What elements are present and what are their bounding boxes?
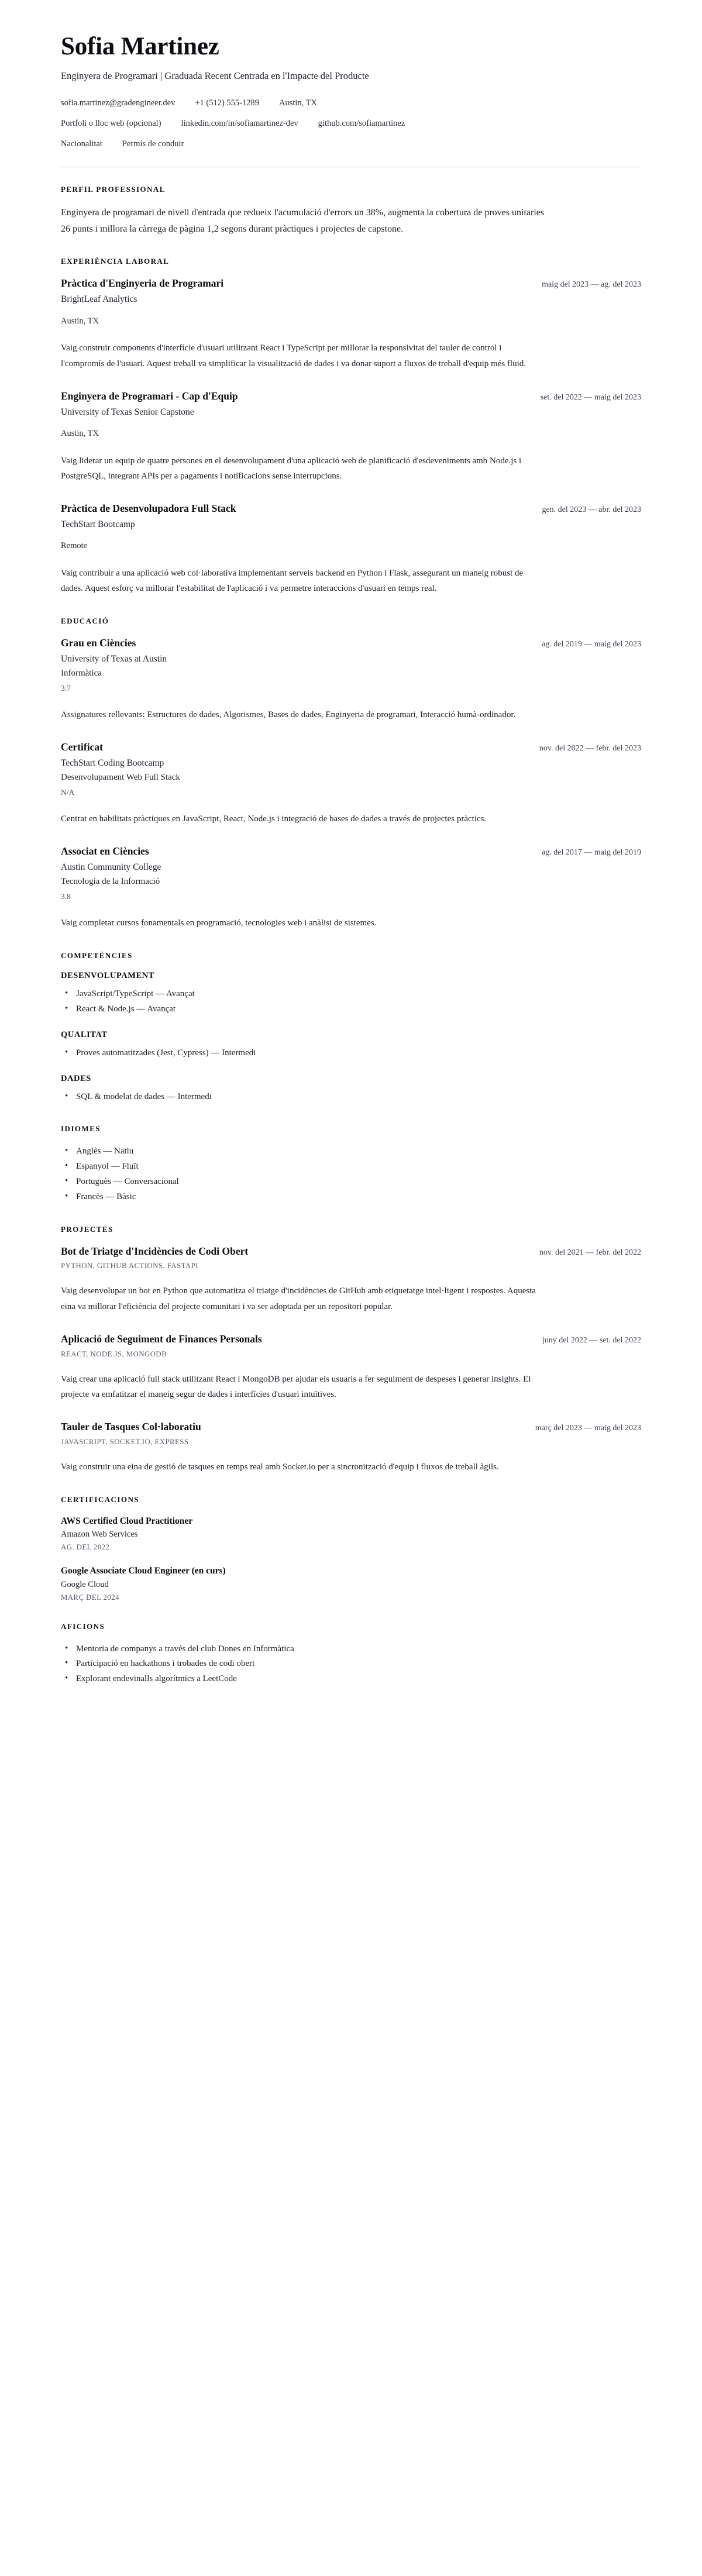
language-item: • Portuguès — Conversacional [61, 1175, 641, 1190]
certification-entry [61, 1565, 641, 1602]
section-experience [61, 257, 641, 597]
experience-entry-head [61, 390, 641, 404]
contact-github[interactable]: github.com/sofiamartinez [318, 118, 405, 128]
skill-group [61, 1030, 641, 1061]
project-description: Vaig desenvolupar un bot en Python que automatitza el triatge d'incidències de GitHub amb etiquetatge intel·ligent i respostes. Aquesta eina va millorar l'eficiència del projecte comunitari i va ser adoptada per un repositori popular. [61, 1286, 536, 1312]
project-tech-stack: REACT, NODE.JS, MONGODB [61, 1349, 167, 1358]
experience-role: Pràctica d'Enginyeria de Programari [61, 277, 224, 290]
project-name: Bot de Triatge d'Incidències de Codi Obert [61, 1245, 249, 1257]
project-name: Tauler de Tasques Col·laboratiu [61, 1421, 201, 1433]
education-description: Vaig completar cursos fonamentals en programació, tecnologies web i anàlisi de sistemes. [61, 918, 377, 928]
skill-item: • JavaScript/TypeScript — Avançat [61, 987, 641, 1002]
education-entry-head [61, 636, 641, 650]
interest-item: • Mentoria de companys a través del club Dones en Informàtica [61, 1642, 641, 1657]
education-degree: Certificat [61, 741, 103, 753]
project-date: març del 2023 — maig del 2023 [535, 1424, 641, 1433]
experience-entry [61, 502, 641, 597]
education-entry [61, 741, 641, 827]
education-gpa: N/A [61, 787, 75, 797]
education-entry-head [61, 741, 641, 755]
project-entry [61, 1245, 641, 1315]
experience-location: Remote [61, 541, 88, 551]
section-title-education: EDUCACIÓ [61, 617, 109, 626]
section-projects [61, 1225, 641, 1475]
section-languages [61, 1124, 641, 1204]
project-entry [61, 1420, 641, 1475]
language-list [61, 1144, 641, 1204]
contact-portfolio[interactable]: Portfoli o lloc web (opcional) [61, 118, 161, 128]
interest-item: • Explorant endevinalls algorítmics a LeetCode [61, 1672, 641, 1687]
education-field: Informàtica [61, 669, 102, 679]
experience-description: Vaig construir components d'interfície d'usuari utilitzant React i TypeScript per millorar la responsivitat del tauler de control i l'compromís de l'usuari. Aquest treball va simplificar la visualització de dades i va donar suport a fluxos de treball d'equip més fluid. [61, 343, 526, 369]
experience-role: Enginyera de Programari - Cap d'Equip [61, 390, 238, 402]
project-tech-stack: JAVASCRIPT, SOCKET.IO, EXPRESS [61, 1437, 189, 1446]
education-gpa: 3.8 [61, 891, 71, 901]
contact-email[interactable]: sofia.martinez@gradengineer.dev [61, 98, 176, 108]
education-description: Assignatures rellevants: Estructures de dades, Algorismes, Bases de dades, Enginyeria de programari, Interacció humà-ordinador. [61, 710, 516, 720]
education-description: Centrat en habilitats pràctiques en JavaScript, React, Node.js i integració de bases de dades a través de projectes pràctics. [61, 814, 487, 824]
section-title-experience: EXPERIÈNCIA LABORAL [61, 257, 170, 266]
section-title-summary: PERFIL PROFESSIONAL [61, 185, 166, 194]
certification-date: MARÇ DEL 2024 [61, 1593, 119, 1602]
experience-entry [61, 277, 641, 371]
project-description: Vaig construir una eina de gestió de tasques en temps real amb Socket.io per a sincronització d'equip i fluxos de treball àgils. [61, 1462, 499, 1472]
experience-role: Pràctica de Desenvolupadora Full Stack [61, 502, 236, 514]
section-skills [61, 951, 641, 1104]
contact-phone[interactable]: +1 (512) 555-1289 [195, 98, 259, 108]
education-school: TechStart Coding Bootcamp [61, 758, 164, 769]
experience-company: TechStart Bootcamp [61, 519, 135, 529]
education-entry [61, 636, 641, 723]
project-entry [61, 1332, 641, 1403]
certification-entry [61, 1515, 641, 1552]
project-entry-head [61, 1245, 641, 1259]
section-certifications [61, 1495, 641, 1602]
contact-driving-licence: Permís de conduir [122, 139, 184, 149]
contact-nationality: Nacionalitat [61, 139, 102, 149]
skill-group [61, 1074, 641, 1105]
education-gpa: 3.7 [61, 683, 71, 693]
project-entry-head [61, 1420, 641, 1434]
section-summary [61, 185, 641, 237]
certification-name: AWS Certified Cloud Practitioner [61, 1516, 193, 1526]
language-item: • Anglès — Natiu [61, 1144, 641, 1159]
section-title-languages: IDIOMES [61, 1124, 101, 1134]
experience-date: gen. del 2023 — abr. del 2023 [542, 505, 641, 514]
summary-text: Enginyera de programari de nivell d'entrada que redueix l'acumulació d'errors un 38%, augmenta la cobertura de proves unitaries 26 punts i millora la càrrega de pàgina 1,2 segons durant pràctiques i projectes de capstone. [61, 208, 545, 234]
skill-list [61, 1046, 641, 1061]
project-name: Aplicació de Seguiment de Finances Personals [61, 1332, 262, 1345]
section-title-interests: AFICIONS [61, 1621, 105, 1631]
experience-description: Vaig liderar un equip de quatre persones en el desenvolupament d'una aplicació web de planificació d'esdeveniments amb Node.js i PostgreSQL, integrant APIs per a pagaments i notificacions sense interrupcions. [61, 456, 522, 481]
section-title-projects: PROJECTES [61, 1224, 113, 1234]
education-field: Tecnologia de la Informació [61, 877, 160, 887]
experience-entry-head [61, 502, 641, 516]
skill-list [61, 1090, 641, 1105]
project-tech-stack: PYTHON, GITHUB ACTIONS, FASTAPI [61, 1262, 198, 1270]
certification-issuer: Amazon Web Services [61, 1530, 138, 1540]
skill-group-title: QUALITAT [61, 1029, 108, 1039]
certification-issuer: Google Cloud [61, 1579, 109, 1589]
education-date: nov. del 2022 — febr. del 2023 [539, 744, 641, 753]
experience-company: BrightLeaf Analytics [61, 294, 137, 305]
skill-group [61, 971, 641, 1017]
education-school: Austin Community College [61, 862, 161, 873]
project-description: Vaig crear una aplicació full stack utilitzant React i MongoDB per ajudar els usuaris a fer seguiment de despeses i generar insights. El projecte va emfatitzar el maneig segur de dades i interfícies d'usuari intuïtives. [61, 1374, 531, 1400]
interest-list [61, 1642, 641, 1687]
education-field: Desenvolupament Web Full Stack [61, 773, 180, 783]
contact-row-extras [61, 138, 641, 151]
project-entry-head [61, 1332, 641, 1346]
project-date: juny del 2022 — set. del 2022 [542, 1335, 641, 1345]
section-education [61, 617, 641, 931]
education-date: ag. del 2017 — maig del 2019 [542, 848, 641, 857]
education-entry-head [61, 845, 641, 859]
experience-date: maig del 2023 — ag. del 2023 [542, 280, 641, 290]
education-entry [61, 845, 641, 931]
section-title-certifications: CERTIFICACIONS [61, 1494, 139, 1504]
candidate-name: Sofia Martinez [61, 33, 219, 60]
skill-group-title: DADES [61, 1073, 91, 1083]
experience-entry [61, 390, 641, 484]
skill-item: • SQL & modelat de dades — Intermedi [61, 1090, 641, 1105]
skill-item: • Proves automatitzades (Jest, Cypress) — Intermedi [61, 1046, 641, 1061]
certification-name: Google Associate Cloud Engineer (en curs) [61, 1566, 226, 1576]
skill-item: • React & Node.js — Avançat [61, 1002, 641, 1017]
education-degree: Associat en Ciències [61, 845, 149, 857]
education-school: University of Texas at Austin [61, 654, 167, 664]
education-date: ag. del 2019 — maig del 2023 [542, 640, 641, 649]
contact-location: Austin, TX [279, 98, 317, 108]
contact-linkedin[interactable]: linkedin.com/in/sofiamartinez-dev [181, 118, 298, 128]
section-title-skills: COMPETÈNCIES [61, 951, 133, 960]
language-item: • Francès — Bàsic [61, 1190, 641, 1205]
section-interests [61, 1622, 641, 1687]
experience-location: Austin, TX [61, 428, 99, 438]
experience-date: set. del 2022 — maig del 2023 [540, 392, 641, 402]
interest-item: • Participació en hackathons i trobades de codi obert [61, 1657, 641, 1672]
contact-row-primary [61, 97, 641, 110]
resume-header [61, 33, 641, 150]
skill-list [61, 987, 641, 1017]
education-degree: Grau en Ciències [61, 637, 136, 649]
certification-date: AG. DEL 2022 [61, 1543, 110, 1552]
experience-company: University of Texas Senior Capstone [61, 407, 194, 417]
experience-entry-head [61, 277, 641, 291]
candidate-headline: Enginyera de Programari | Graduada Recent Centrada en l'Impacte del Producte [61, 70, 369, 82]
contact-row-links [61, 118, 641, 130]
experience-description: Vaig contribuir a una aplicació web col·laborativa implementant serveis backend en Python i Flask, assegurant un maneig robust de dades. Aquest esforç va millorar l'estabilitat de l'aplicació i va permetre interaccions d'usuari en temps real. [61, 568, 524, 594]
skill-group-title: DESENVOLUPAMENT [61, 971, 154, 981]
experience-location: Austin, TX [61, 316, 99, 326]
language-item: • Espanyol — Fluït [61, 1159, 641, 1175]
project-date: nov. del 2021 — febr. del 2022 [539, 1248, 641, 1257]
